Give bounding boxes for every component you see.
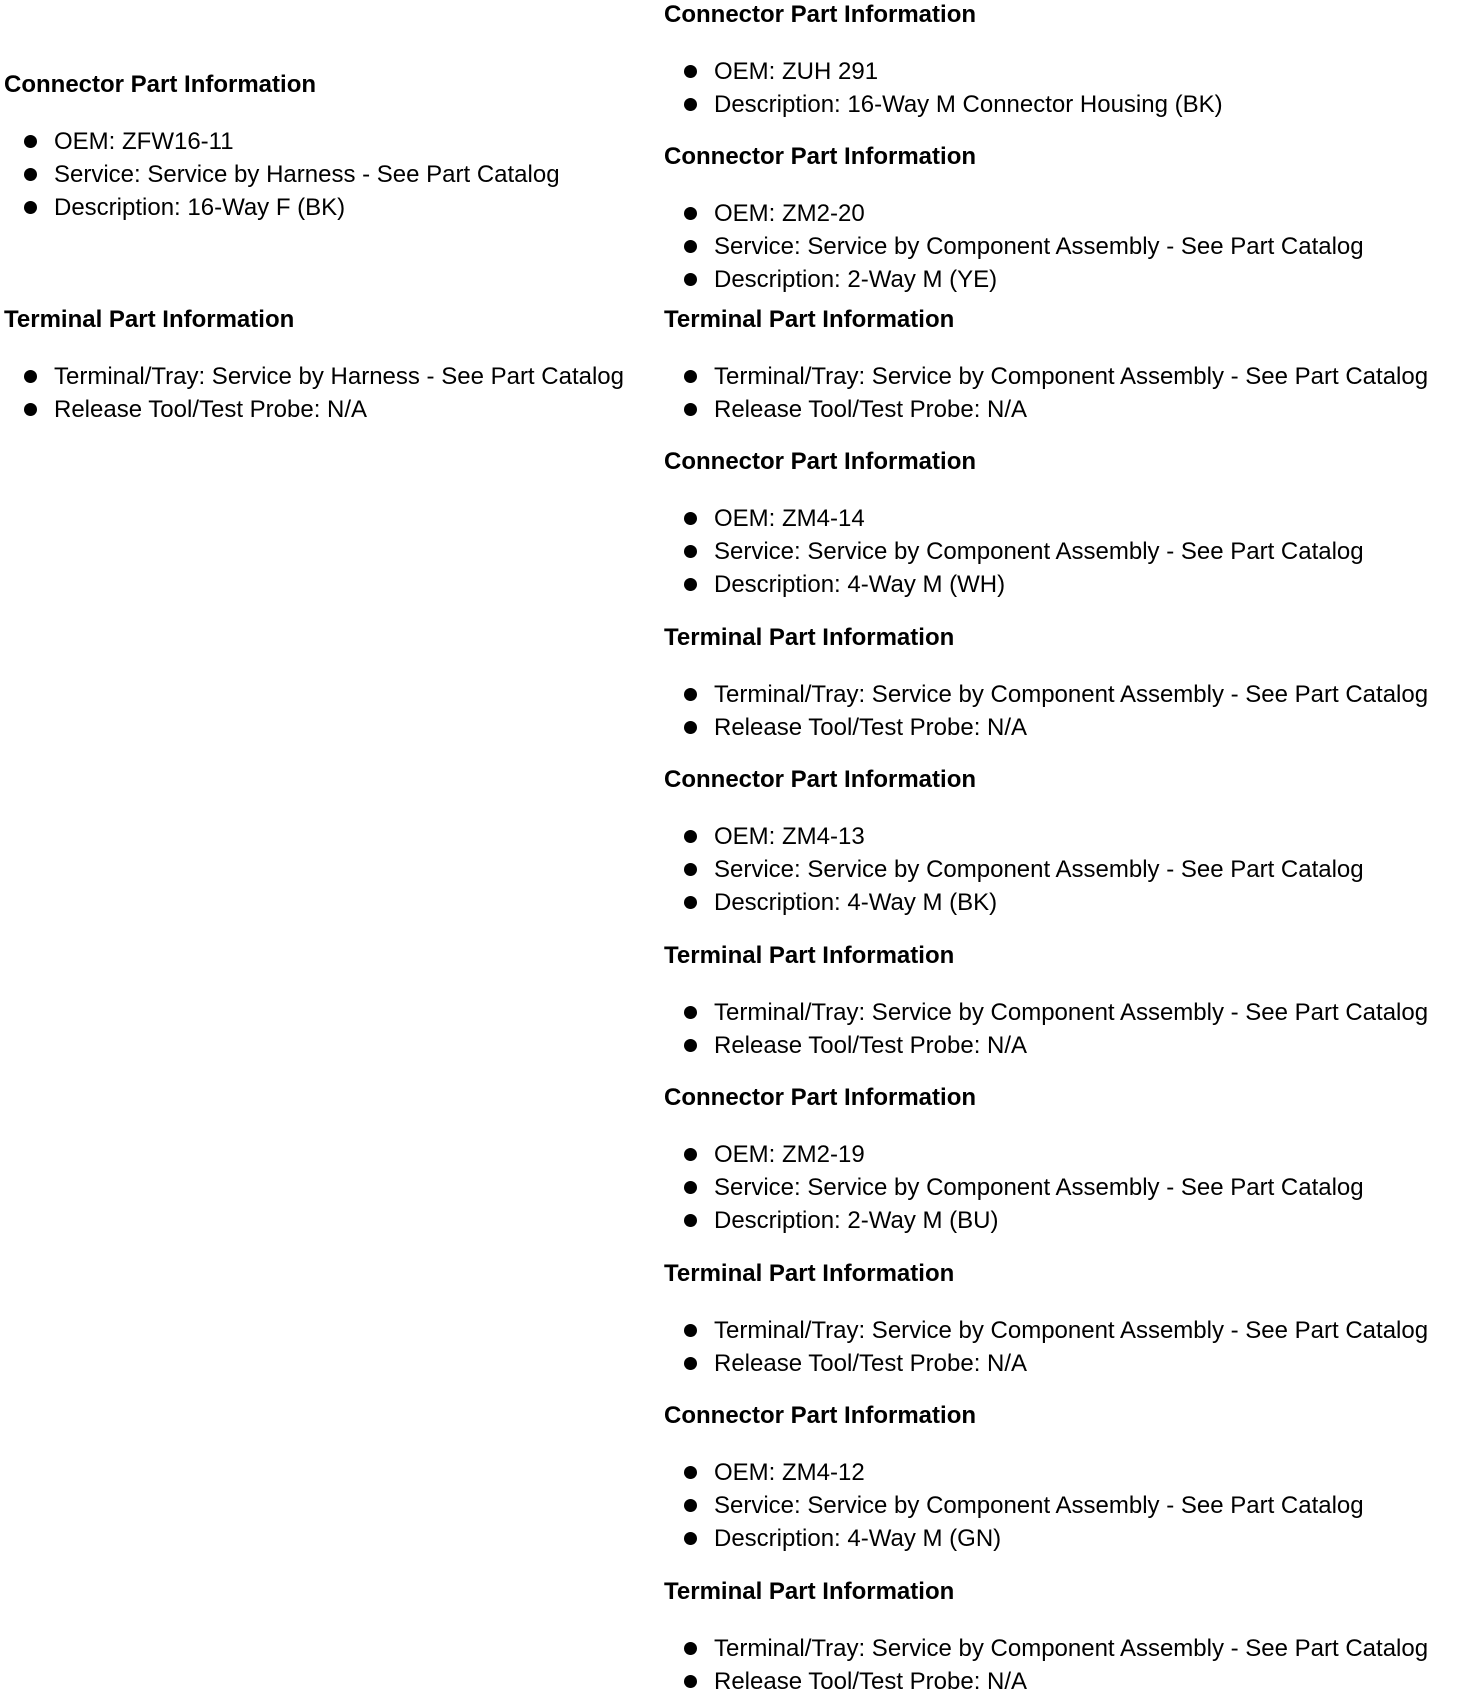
list-item-text: Service: Service by Component Assembly - See Part Catalog (714, 233, 1364, 260)
section-heading: Connector Part Information (4, 71, 317, 98)
list-item (664, 263, 1364, 296)
list-item (664, 568, 1364, 601)
list-item (664, 853, 1364, 886)
connector-info-section (664, 142, 1364, 296)
info-list (4, 360, 624, 426)
list-item-text: Description: 4-Way M (BK) (714, 889, 998, 916)
connector-info-section (664, 1083, 1364, 1237)
list-item-text: OEM: ZM4-12 (714, 1459, 865, 1486)
list-item-text: OEM: ZM2-19 (714, 1141, 865, 1168)
info-list (4, 125, 560, 224)
connector-info-section (664, 447, 1364, 601)
bullet-icon (684, 1181, 697, 1194)
list-item (4, 360, 624, 393)
list-item (664, 197, 1364, 230)
list-item-text: Description: 16-Way M Connector Housing (BK) (714, 91, 1223, 118)
info-list (664, 502, 1364, 601)
bullet-icon (684, 512, 697, 525)
list-item (664, 1489, 1364, 1522)
info-list (664, 820, 1364, 919)
bullet-icon (24, 168, 37, 181)
list-item (664, 360, 1428, 393)
bullet-icon (684, 863, 697, 876)
list-item (4, 191, 560, 224)
list-item-text: Terminal/Tray: Service by Harness - See Part Catalog (54, 363, 624, 390)
section-heading: Connector Part Information (664, 1084, 977, 1111)
terminal-info-section (664, 941, 1428, 1062)
bullet-icon (684, 1642, 697, 1655)
list-item (664, 1204, 1364, 1237)
terminal-info-section (664, 305, 1428, 426)
list-item-text: OEM: ZUH 291 (714, 58, 879, 85)
terminal-info-section (664, 623, 1428, 744)
section-heading: Terminal Part Information (664, 1578, 955, 1605)
list-item-text: Terminal/Tray: Service by Component Assembly - See Part Catalog (714, 999, 1429, 1026)
list-item-text: OEM: ZFW16-11 (54, 128, 234, 155)
list-item (664, 1347, 1428, 1380)
bullet-icon (684, 1148, 697, 1161)
list-item (664, 502, 1364, 535)
bullet-icon (24, 201, 37, 214)
list-item-text: Service: Service by Component Assembly - See Part Catalog (714, 1492, 1364, 1519)
bullet-icon (684, 403, 697, 416)
info-list (664, 1314, 1428, 1380)
list-item-text: Service: Service by Harness - See Part Catalog (54, 161, 560, 188)
list-item-text: Service: Service by Component Assembly - See Part Catalog (714, 1174, 1364, 1201)
list-item (664, 88, 1223, 121)
list-item-text: Description: 2-Way M (BU) (714, 1207, 999, 1234)
list-item-text: Release Tool/Test Probe: N/A (714, 1350, 1028, 1377)
list-item (664, 711, 1428, 744)
info-list (664, 360, 1428, 426)
connector-info-section (4, 70, 560, 224)
bullet-icon (684, 1214, 697, 1227)
list-item-text: OEM: ZM4-14 (714, 505, 865, 532)
section-heading: Connector Part Information (664, 1402, 977, 1429)
connector-info-section (664, 1401, 1364, 1555)
list-item (664, 886, 1364, 919)
section-heading: Terminal Part Information (664, 942, 955, 969)
bullet-icon (684, 370, 697, 383)
list-item (4, 393, 624, 426)
bullet-icon (24, 135, 37, 148)
bullet-icon (684, 830, 697, 843)
list-item (664, 1138, 1364, 1171)
list-item-text: Release Tool/Test Probe: N/A (714, 714, 1028, 741)
list-item (664, 1665, 1428, 1698)
list-item (664, 1522, 1364, 1555)
list-item (664, 535, 1364, 568)
section-heading: Terminal Part Information (664, 306, 955, 333)
info-list (664, 1456, 1364, 1555)
connector-info-section (664, 765, 1364, 919)
info-list (664, 678, 1428, 744)
section-heading: Connector Part Information (664, 766, 977, 793)
bullet-icon (684, 545, 697, 558)
list-item-text: Description: 4-Way M (GN) (714, 1525, 1002, 1552)
list-item-text: Description: 16-Way F (BK) (54, 194, 346, 221)
list-item-text: Terminal/Tray: Service by Component Assembly - See Part Catalog (714, 1317, 1429, 1344)
section-heading: Terminal Part Information (664, 1260, 955, 1287)
list-item-text: Service: Service by Component Assembly - See Part Catalog (714, 538, 1364, 565)
bullet-icon (684, 1039, 697, 1052)
info-list (664, 996, 1428, 1062)
connector-info-section (664, 0, 1223, 121)
list-item-text: Terminal/Tray: Service by Component Assembly - See Part Catalog (714, 681, 1429, 708)
list-item-text: Description: 2-Way M (YE) (714, 266, 998, 293)
list-item (664, 230, 1364, 263)
bullet-icon (684, 273, 697, 286)
bullet-icon (684, 688, 697, 701)
bullet-icon (24, 403, 37, 416)
list-item-text: Release Tool/Test Probe: N/A (714, 1668, 1028, 1695)
list-item-text: OEM: ZM4-13 (714, 823, 865, 850)
list-item (664, 1456, 1364, 1489)
bullet-icon (684, 721, 697, 734)
bullet-icon (684, 578, 697, 591)
bullet-icon (24, 370, 37, 383)
list-item-text: Terminal/Tray: Service by Component Assembly - See Part Catalog (714, 363, 1429, 390)
section-heading: Connector Part Information (664, 1, 977, 28)
section-heading: Connector Part Information (664, 143, 977, 170)
bullet-icon (684, 1499, 697, 1512)
bullet-icon (684, 1532, 697, 1545)
terminal-info-section (664, 1577, 1428, 1698)
bullet-icon (684, 98, 697, 111)
list-item (664, 55, 1223, 88)
bullet-icon (684, 207, 697, 220)
section-heading: Terminal Part Information (664, 624, 955, 651)
list-item-text: OEM: ZM2-20 (714, 200, 865, 227)
info-list (664, 55, 1223, 121)
list-item-text: Description: 4-Way M (WH) (714, 571, 1006, 598)
list-item (664, 678, 1428, 711)
list-item (664, 1171, 1364, 1204)
list-item (664, 820, 1364, 853)
list-item-text: Service: Service by Component Assembly - See Part Catalog (714, 856, 1364, 883)
list-item (4, 125, 560, 158)
list-item (4, 158, 560, 191)
terminal-info-section (4, 305, 624, 426)
section-heading: Connector Part Information (664, 448, 977, 475)
list-item-text: Release Tool/Test Probe: N/A (714, 1032, 1028, 1059)
section-heading: Terminal Part Information (4, 306, 295, 333)
bullet-icon (684, 896, 697, 909)
bullet-icon (684, 1675, 697, 1688)
bullet-icon (684, 240, 697, 253)
list-item-text: Terminal/Tray: Service by Component Assembly - See Part Catalog (714, 1635, 1429, 1662)
list-item (664, 393, 1428, 426)
list-item (664, 1314, 1428, 1347)
list-item-text: Release Tool/Test Probe: N/A (54, 396, 368, 423)
list-item (664, 1029, 1428, 1062)
bullet-icon (684, 1357, 697, 1370)
list-item (664, 1632, 1428, 1665)
bullet-icon (684, 1324, 697, 1337)
info-list (664, 1138, 1364, 1237)
info-list (664, 197, 1364, 296)
list-item (664, 996, 1428, 1029)
bullet-icon (684, 65, 697, 78)
list-item-text: Release Tool/Test Probe: N/A (714, 396, 1028, 423)
info-list (664, 1632, 1428, 1698)
bullet-icon (684, 1466, 697, 1479)
terminal-info-section (664, 1259, 1428, 1380)
bullet-icon (684, 1006, 697, 1019)
